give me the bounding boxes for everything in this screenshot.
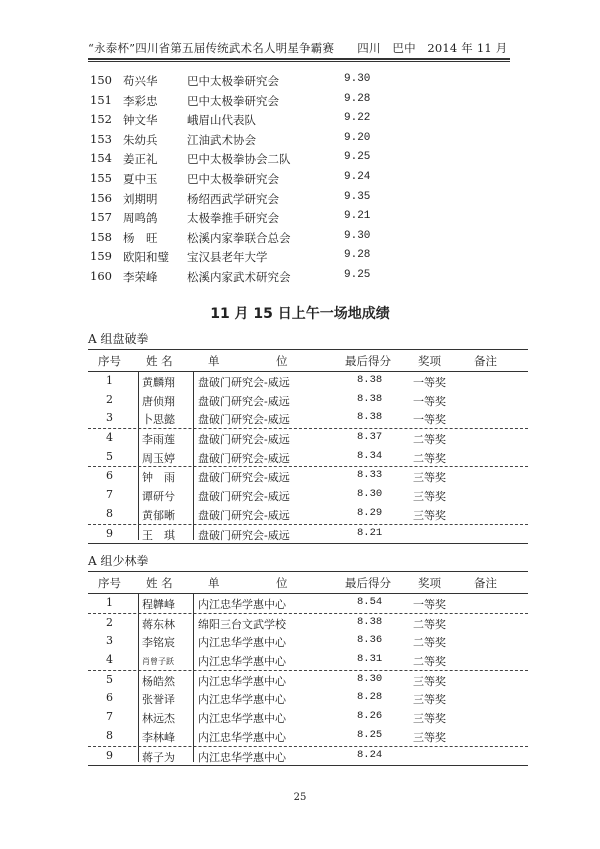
row-number: 1 bbox=[106, 374, 113, 387]
list-item bbox=[90, 91, 510, 111]
entry-unit: 巴中太极拳协会二队 bbox=[187, 152, 291, 167]
final-score: 8.21 bbox=[357, 526, 383, 539]
row-number: 6 bbox=[106, 691, 113, 705]
award: 三等奖 bbox=[413, 712, 446, 726]
final-score: 8.31 bbox=[357, 653, 383, 666]
column-header-note: 备注 bbox=[474, 576, 497, 590]
column-header-unit: 单 bbox=[208, 576, 220, 590]
award: 二等奖 bbox=[413, 617, 446, 631]
final-score: 8.54 bbox=[357, 596, 383, 608]
athlete-unit: 盘破门研究会-威远 bbox=[198, 508, 290, 522]
athlete-name: 张誉译 bbox=[142, 693, 175, 707]
list-item bbox=[90, 130, 510, 150]
table-header bbox=[88, 349, 528, 372]
athlete-unit: 内江忠华学惠中心 bbox=[198, 712, 286, 726]
entry-score: 9.24 bbox=[344, 170, 371, 183]
entry-unit: 峨眉山代表队 bbox=[187, 113, 256, 128]
athlete-unit: 盘破门研究会-威远 bbox=[198, 394, 290, 408]
award: 一等奖 bbox=[413, 376, 446, 389]
entry-score: 9.30 bbox=[344, 229, 371, 242]
column-header-unit: 单 bbox=[208, 354, 220, 368]
results-group-shaolin bbox=[88, 552, 528, 766]
award: 三等奖 bbox=[413, 730, 446, 744]
entry-name: 李荣峰 bbox=[123, 269, 158, 284]
award: 一等奖 bbox=[413, 598, 446, 611]
award: 一等奖 bbox=[413, 413, 446, 427]
row-number: 4 bbox=[106, 431, 113, 445]
entry-score: 9.21 bbox=[344, 210, 371, 223]
final-score: 8.28 bbox=[357, 691, 383, 704]
list-item bbox=[90, 71, 510, 91]
table-body bbox=[88, 372, 528, 544]
entry-name: 刘期明 bbox=[123, 191, 158, 206]
entry-number: 152 bbox=[90, 112, 112, 127]
list-item bbox=[90, 110, 510, 130]
table-row bbox=[88, 670, 528, 690]
athlete-unit: 绵阳三台文武学校 bbox=[198, 617, 286, 631]
table-row bbox=[88, 727, 528, 746]
table-row bbox=[88, 708, 528, 727]
continued-results-list bbox=[90, 71, 510, 287]
column-header-award: 奖项 bbox=[418, 354, 441, 368]
entry-name: 朱幼兵 bbox=[123, 132, 158, 147]
table-row bbox=[88, 391, 528, 410]
row-number: 9 bbox=[106, 526, 113, 540]
final-score: 8.38 bbox=[357, 374, 383, 386]
award: 三等奖 bbox=[413, 490, 446, 504]
entry-number: 150 bbox=[90, 73, 112, 87]
final-score: 8.26 bbox=[357, 710, 383, 723]
table-bottom-rule bbox=[88, 765, 528, 766]
athlete-unit: 内江忠华学惠中心 bbox=[198, 636, 286, 650]
results-group-panpo bbox=[88, 330, 528, 544]
award: 二等奖 bbox=[413, 655, 446, 669]
entry-unit: 松溪内家武术研究会 bbox=[187, 269, 291, 284]
row-number: 2 bbox=[106, 615, 113, 629]
athlete-unit: 内江忠华学惠中心 bbox=[198, 693, 286, 707]
athlete-name: 李铭宸 bbox=[142, 636, 175, 650]
final-score: 8.25 bbox=[357, 728, 383, 741]
table-row bbox=[88, 428, 528, 448]
group-label: A 组盘破拳 bbox=[88, 332, 149, 346]
table-row bbox=[88, 505, 528, 524]
entry-score: 9.25 bbox=[344, 268, 371, 281]
athlete-unit: 内江忠华学惠中心 bbox=[198, 674, 286, 688]
entry-name: 周鸣鸽 bbox=[123, 211, 158, 226]
athlete-name: 肖曾子跃 bbox=[142, 657, 174, 667]
entry-score: 9.28 bbox=[344, 92, 371, 105]
athlete-unit: 内江忠华学惠中心 bbox=[198, 750, 286, 764]
entry-number: 156 bbox=[90, 190, 112, 205]
row-number: 9 bbox=[106, 748, 113, 762]
athlete-name: 李林峰 bbox=[142, 730, 175, 744]
row-number: 3 bbox=[106, 634, 113, 648]
entry-unit: 宝汉县老年大学 bbox=[187, 250, 268, 265]
final-score: 8.38 bbox=[357, 411, 383, 424]
final-score: 8.36 bbox=[357, 634, 383, 647]
entry-name: 钟文华 bbox=[123, 113, 158, 128]
table-row bbox=[88, 524, 528, 544]
final-score: 8.34 bbox=[357, 449, 383, 462]
entry-number: 151 bbox=[90, 92, 112, 107]
table-row bbox=[88, 594, 528, 613]
column-header-name: 姓 名 bbox=[146, 354, 173, 368]
entry-number: 153 bbox=[90, 131, 112, 146]
award: 三等奖 bbox=[413, 693, 446, 707]
athlete-unit: 内江忠华学惠中心 bbox=[198, 598, 286, 611]
athlete-unit: 盘破门研究会-威远 bbox=[198, 528, 290, 542]
column-header-unit2: 位 bbox=[276, 354, 288, 368]
entry-name: 姜正礼 bbox=[123, 152, 158, 167]
table-row bbox=[88, 448, 528, 467]
award: 三等奖 bbox=[413, 508, 446, 522]
entry-number: 154 bbox=[90, 151, 112, 166]
table-row bbox=[88, 746, 528, 766]
athlete-unit: 内江忠华学惠中心 bbox=[198, 730, 286, 744]
list-item bbox=[90, 189, 510, 209]
table-row bbox=[88, 651, 528, 670]
page-number: 25 bbox=[293, 792, 307, 803]
row-number: 5 bbox=[106, 449, 113, 463]
column-header-note: 备注 bbox=[474, 354, 497, 368]
entry-unit: 巴中太极拳研究会 bbox=[187, 93, 279, 108]
table-row bbox=[88, 486, 528, 505]
final-score: 8.33 bbox=[357, 469, 383, 482]
entry-unit: 江油武术协会 bbox=[187, 132, 256, 147]
entry-number: 160 bbox=[90, 268, 112, 283]
list-item bbox=[90, 208, 510, 228]
entry-score: 9.30 bbox=[344, 73, 371, 85]
table-row bbox=[88, 632, 528, 651]
section-title: 11 月 15 日上午一场地成绩 bbox=[210, 306, 390, 322]
final-score: 8.30 bbox=[357, 672, 383, 685]
entry-name: 欧阳和璧 bbox=[123, 250, 169, 265]
athlete-name: 黄麟翔 bbox=[142, 376, 175, 389]
athlete-unit: 盘破门研究会-威远 bbox=[198, 413, 290, 427]
row-number: 8 bbox=[106, 506, 113, 520]
athlete-unit: 盘破门研究会-威远 bbox=[198, 471, 290, 485]
header-title: “永泰杯”四川省第五届传统武术名人明星争霸赛 bbox=[88, 41, 335, 55]
table-row bbox=[88, 409, 528, 428]
table-row bbox=[88, 466, 528, 486]
final-score: 8.38 bbox=[357, 615, 383, 628]
entry-score: 9.22 bbox=[344, 112, 371, 125]
column-header-score: 最后得分 bbox=[345, 354, 391, 368]
entry-name: 夏中玉 bbox=[123, 171, 158, 186]
athlete-unit: 内江忠华学惠中心 bbox=[198, 655, 286, 669]
column-header-no: 序号 bbox=[98, 354, 121, 368]
table-row bbox=[88, 689, 528, 708]
list-item bbox=[90, 169, 510, 189]
athlete-name: 周玉婷 bbox=[142, 451, 175, 465]
entry-unit: 太极拳推手研究会 bbox=[187, 211, 279, 226]
row-number: 5 bbox=[106, 672, 113, 686]
row-number: 7 bbox=[106, 710, 113, 724]
entry-name: 杨 旺 bbox=[123, 230, 158, 245]
athlete-unit: 盘破门研究会-威远 bbox=[198, 490, 290, 504]
athlete-name: 程韡峰 bbox=[142, 598, 175, 611]
column-header-no: 序号 bbox=[98, 576, 121, 590]
athlete-name: 林远杰 bbox=[142, 712, 175, 726]
entry-name: 苟兴华 bbox=[123, 74, 158, 88]
header-place: 四川 巴中 bbox=[357, 41, 416, 55]
athlete-name: 蒋子为 bbox=[142, 750, 175, 764]
entry-unit: 松溪内家拳联合总会 bbox=[187, 230, 291, 245]
athlete-name: 杨皓然 bbox=[142, 674, 175, 688]
entry-score: 9.25 bbox=[344, 151, 371, 164]
column-header-award: 奖项 bbox=[418, 576, 441, 590]
entry-unit: 巴中太极拳研究会 bbox=[187, 171, 279, 186]
list-item bbox=[90, 247, 510, 267]
column-header-unit2: 位 bbox=[276, 576, 288, 590]
entry-score: 9.20 bbox=[344, 131, 371, 144]
row-number: 6 bbox=[106, 469, 113, 483]
athlete-unit: 盘破门研究会-威远 bbox=[198, 451, 290, 465]
athlete-name: 黄郁晰 bbox=[142, 508, 175, 522]
entry-name: 李彩忠 bbox=[123, 93, 158, 108]
header-rule-thick bbox=[88, 58, 510, 60]
athlete-name: 唐侦翔 bbox=[142, 394, 175, 408]
athlete-name: 王 琪 bbox=[142, 528, 175, 542]
group-label: A 组少林拳 bbox=[88, 554, 149, 568]
row-number: 3 bbox=[106, 411, 113, 425]
entry-number: 155 bbox=[90, 170, 112, 185]
entry-score: 9.28 bbox=[344, 249, 371, 262]
table-row bbox=[88, 613, 528, 633]
entry-number: 158 bbox=[90, 229, 112, 244]
award: 三等奖 bbox=[413, 674, 446, 688]
final-score: 8.37 bbox=[357, 431, 383, 444]
athlete-unit: 盘破门研究会-威远 bbox=[198, 433, 290, 447]
final-score: 8.30 bbox=[357, 488, 383, 501]
entry-unit: 杨绍西武学研究会 bbox=[187, 191, 279, 206]
entry-score: 9.35 bbox=[344, 190, 371, 203]
award: 二等奖 bbox=[413, 451, 446, 465]
table-bottom-rule bbox=[88, 543, 528, 544]
page-header bbox=[88, 40, 507, 56]
entry-number: 157 bbox=[90, 210, 112, 225]
list-item bbox=[90, 267, 510, 287]
athlete-name: 谭研兮 bbox=[142, 490, 175, 504]
award: 一等奖 bbox=[413, 394, 446, 408]
athlete-unit: 盘破门研究会-威远 bbox=[198, 376, 290, 389]
header-date: 2014 年 11 月 bbox=[427, 41, 508, 55]
row-number: 4 bbox=[106, 653, 113, 667]
athlete-name: 蒋东林 bbox=[142, 617, 175, 631]
column-header-name: 姓 名 bbox=[146, 576, 173, 590]
row-number: 7 bbox=[106, 488, 113, 502]
entry-unit: 巴中太极拳研究会 bbox=[187, 74, 279, 88]
award: 三等奖 bbox=[413, 471, 446, 485]
list-item bbox=[90, 149, 510, 169]
column-header-score: 最后得分 bbox=[345, 576, 391, 590]
table-row bbox=[88, 372, 528, 391]
row-number: 1 bbox=[106, 596, 113, 609]
header-rule-thin bbox=[88, 61, 510, 62]
award: 二等奖 bbox=[413, 636, 446, 650]
award: 二等奖 bbox=[413, 433, 446, 447]
final-score: 8.24 bbox=[357, 748, 383, 761]
athlete-name: 卜思懿 bbox=[142, 413, 175, 427]
entry-number: 159 bbox=[90, 249, 112, 264]
athlete-name: 李雨莲 bbox=[142, 433, 175, 447]
final-score: 8.29 bbox=[357, 506, 383, 519]
table-body bbox=[88, 594, 528, 766]
table-header bbox=[88, 571, 528, 594]
row-number: 8 bbox=[106, 728, 113, 742]
row-number: 2 bbox=[106, 392, 113, 406]
final-score: 8.38 bbox=[357, 392, 383, 405]
list-item bbox=[90, 228, 510, 248]
athlete-name: 钟 雨 bbox=[142, 471, 175, 485]
